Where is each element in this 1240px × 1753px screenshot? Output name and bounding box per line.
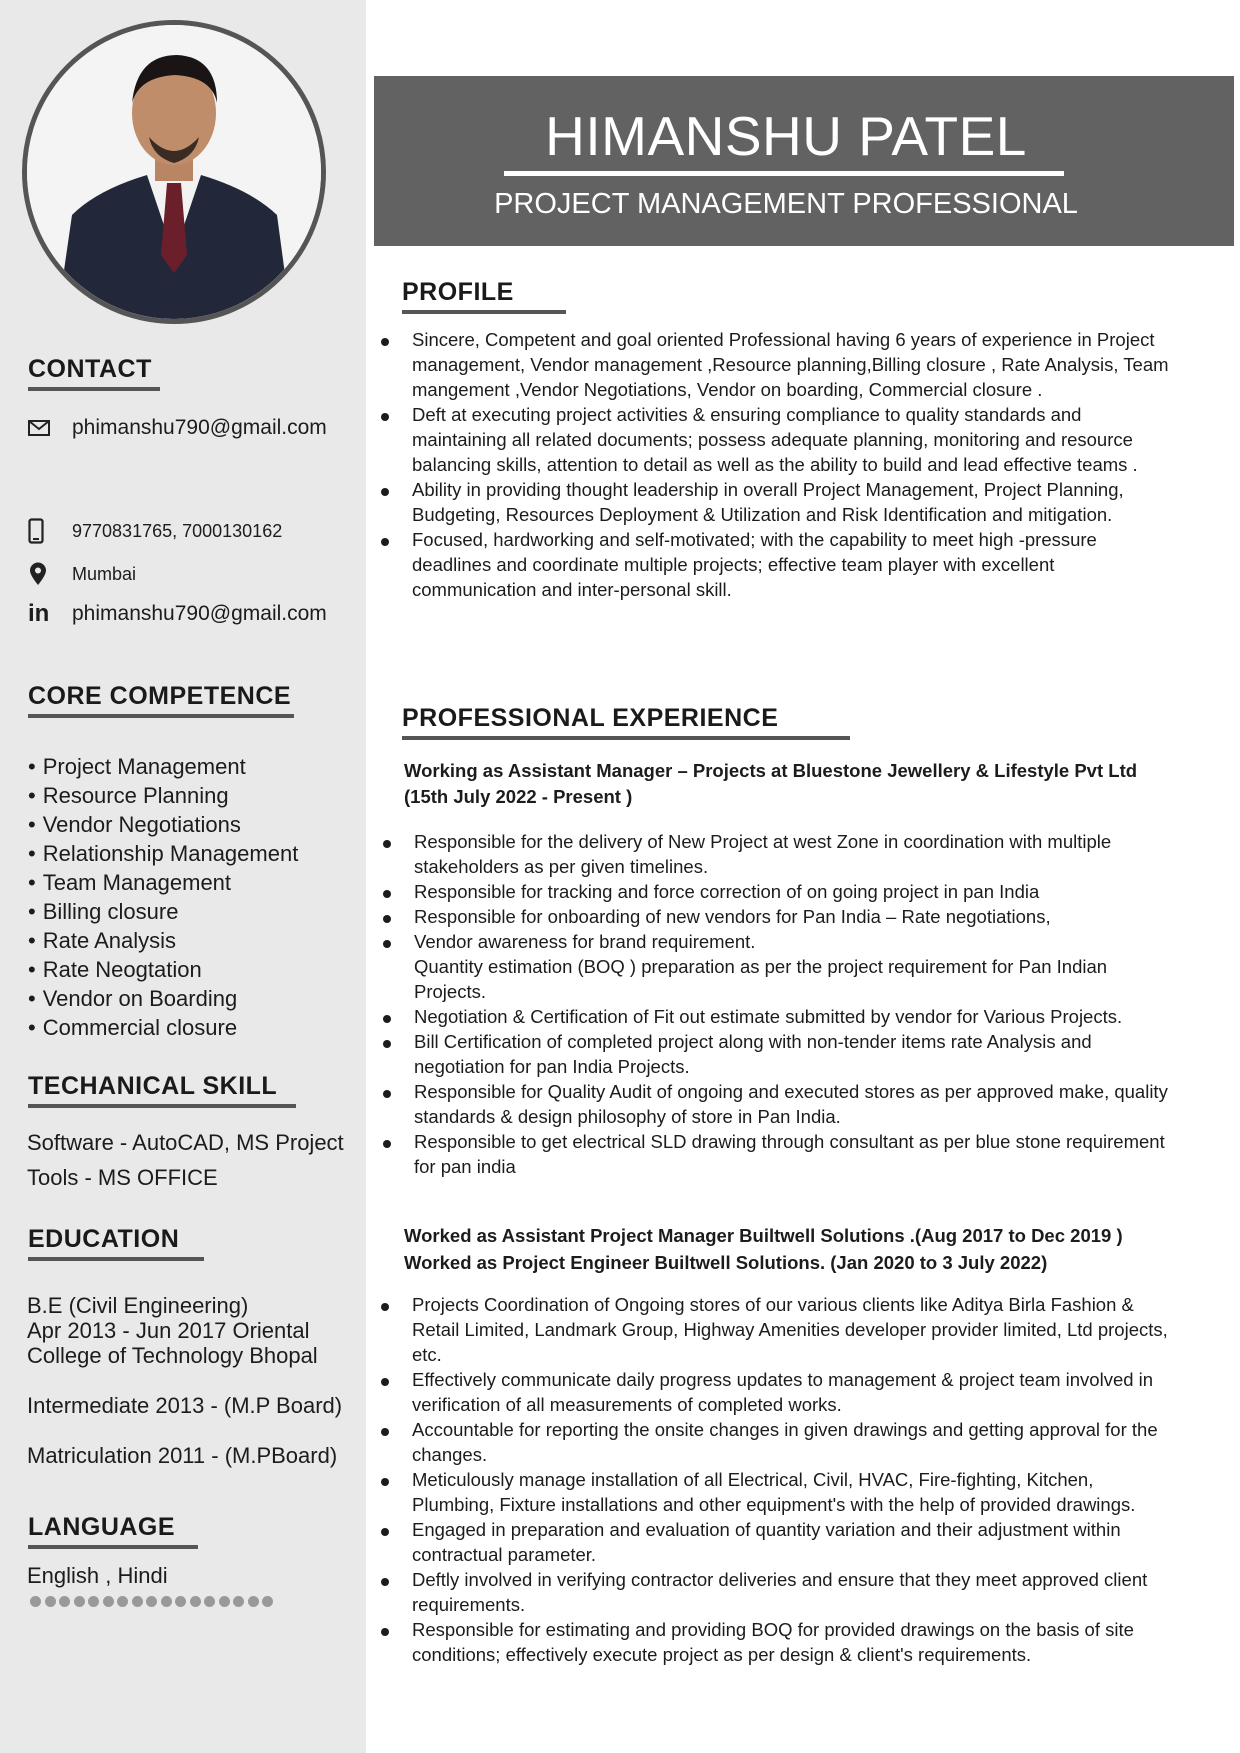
list-item: Responsible to get electrical SLD drawing through consultant as per blue stone requirement for pan india	[414, 1129, 1174, 1179]
list-item: Bill Certification of completed project along with non-tender items rate Analysis and negotiation for pan India Projects.	[414, 1029, 1174, 1079]
candidate-title: PROJECT MANAGEMENT PROFESSIONAL	[494, 188, 1078, 220]
profile-list	[412, 327, 1172, 602]
education-intermediate: Intermediate 2013 - (M.P Board)	[27, 1393, 343, 1418]
location-text: Mumbai	[72, 563, 137, 584]
linkedin-icon: in	[28, 600, 50, 627]
software-skill: Software - AutoCAD, MS Project	[27, 1130, 344, 1155]
list-item: • Vendor Negotiations	[28, 810, 298, 839]
list-item: Responsible for onboarding of new vendors for Pan India – Rate negotiations,	[414, 904, 1174, 929]
list-item: • Commercial closure	[28, 1013, 298, 1042]
contact-email[interactable]	[28, 415, 327, 441]
candidate-name: HIMANSHU PATEL	[545, 105, 1027, 167]
list-item: Accountable for reporting the onsite changes in given drawings and getting approval for the changes.	[412, 1417, 1172, 1467]
profile-heading: PROFILE	[402, 278, 566, 314]
list-item: • Team Management	[28, 868, 298, 897]
education-degree-dates: Apr 2013 - Jun 2017 Oriental	[27, 1318, 310, 1343]
list-item: Responsible for tracking and force correction of on going project in pan India	[414, 879, 1174, 904]
portrait-illustration	[27, 25, 321, 319]
sidebar	[0, 0, 366, 1753]
list-item: Meticulously manage installation of all Electrical, Civil, HVAC, Fire-fighting, Kitchen, Plumbing, Fixture installations and other equipment's with the help of provided drawings.	[412, 1467, 1172, 1517]
list-item: Focused, hardworking and self-motivated; with the capability to meet high -pressure deadlines and coordinate multiple projects; effective team player with excellent communication and inter-personal skill.	[412, 527, 1172, 602]
list-item: • Rate Analysis	[28, 926, 298, 955]
list-item: Effectively communicate daily progress updates to management & project team involved in verification of all measurements of completed works.	[412, 1367, 1172, 1417]
languages-text: English , Hindi	[27, 1563, 168, 1588]
list-item: Ability in providing thought leadership in overall Project Management, Project Planning, Budgeting, Resources Deployment & Utilization and Risk Identification and mitigation.	[412, 477, 1172, 527]
list-item: Responsible for the delivery of New Project at west Zone in coordination with multiple stakeholders as per given timelines.	[414, 829, 1174, 879]
list-item: Responsible for Quality Audit of ongoing and executed stores as per approved make, quality standards & design philosophy of store in Pan India.	[414, 1079, 1174, 1129]
competence-list	[28, 752, 298, 1042]
profile-photo	[22, 20, 326, 324]
contact-heading: CONTACT	[28, 355, 160, 391]
phone-text: 9770831765, 7000130162	[72, 520, 283, 541]
tools-skill: Tools - MS OFFICE	[27, 1165, 218, 1190]
education-matriculation: Matriculation 2011 - (M.PBoard)	[27, 1443, 338, 1468]
list-item: • Relationship Management	[28, 839, 298, 868]
job-1-list	[414, 829, 1174, 1179]
education-degree: B.E (Civil Engineering)	[27, 1293, 249, 1318]
list-item: • Billing closure	[28, 897, 298, 926]
contact-phone	[28, 518, 282, 544]
list-item: Negotiation & Certification of Fit out estimate submitted by vendor for Various Projects.	[414, 1004, 1174, 1029]
location-pin-icon	[28, 561, 56, 587]
header-banner	[374, 76, 1234, 246]
list-item: Deft at executing project activities & ensuring compliance to quality standards and maintaining all related documents; possess adequate planning, monitoring and resource balancing skills, attention to detail as well as the ability to build and lead effective teams .	[412, 402, 1172, 477]
list-item: • Vendor on Boarding	[28, 984, 298, 1013]
language-heading: LANGUAGE	[28, 1513, 198, 1549]
job-2-title-2: Worked as Project Engineer Builtwell Solutions. (Jan 2020 to 3 July 2022)	[404, 1252, 1048, 1273]
linkedin-text: phimanshu790@gmail.com	[72, 602, 327, 625]
experience-heading: PROFESSIONAL EXPERIENCE	[402, 704, 850, 740]
competence-heading: CORE COMPETENCE	[28, 682, 294, 718]
job-1-title: Working as Assistant Manager – Projects at Bluestone Jewellery & Lifestyle Pvt Ltd (15th July 2022 - Present )	[404, 760, 1138, 807]
skill-heading: TECHANICAL SKILL	[28, 1072, 296, 1108]
list-item: Projects Coordination of Ongoing stores of our various clients like Aditya Birla Fashion & Retail Limited, Landmark Group, Highway Amenities developer provider limited, Ltd projects, etc.	[412, 1292, 1172, 1367]
job-2-title-1: Worked as Assistant Project Manager Builtwell Solutions .(Aug 2017 to Dec 2019 )	[404, 1225, 1123, 1246]
list-item: Deftly involved in verifying contractor deliveries and ensure that they meet approved client requirements.	[412, 1567, 1172, 1617]
list-item: Responsible for estimating and providing BOQ for provided drawings on the basis of site conditions; effectively execute project as per design & client's requirements.	[412, 1617, 1172, 1667]
education-college: College of Technology Bhopal	[27, 1343, 318, 1368]
envelope-icon	[28, 415, 56, 441]
list-item: Engaged in preparation and evaluation of quantity variation and their adjustment within contractual parameter.	[412, 1517, 1172, 1567]
job-2-list	[412, 1292, 1172, 1667]
list-item: Vendor awareness for brand requirement.	[414, 929, 1174, 954]
phone-icon	[28, 518, 56, 544]
email-text: phimanshu790@gmail.com	[72, 416, 327, 439]
education-heading: EDUCATION	[28, 1225, 204, 1261]
list-item: • Resource Planning	[28, 781, 298, 810]
list-item: Quantity estimation (BOQ ) preparation as per the project requirement for Pan Indian Projects.	[414, 956, 1108, 1002]
name-underline	[504, 171, 1064, 176]
contact-location	[28, 561, 136, 587]
language-level-dots	[30, 1596, 273, 1607]
contact-linkedin[interactable]	[28, 601, 327, 627]
list-item: Sincere, Competent and goal oriented Professional having 6 years of experience in Project management, Vendor management ,Resource planning,Billing closure , Rate Analysis, Team mangement ,Vendor Negotiations, Vendor on boarding, Commercial closure .	[412, 327, 1172, 402]
list-item: • Project Management	[28, 752, 298, 781]
list-item: • Rate Neogtation	[28, 955, 298, 984]
